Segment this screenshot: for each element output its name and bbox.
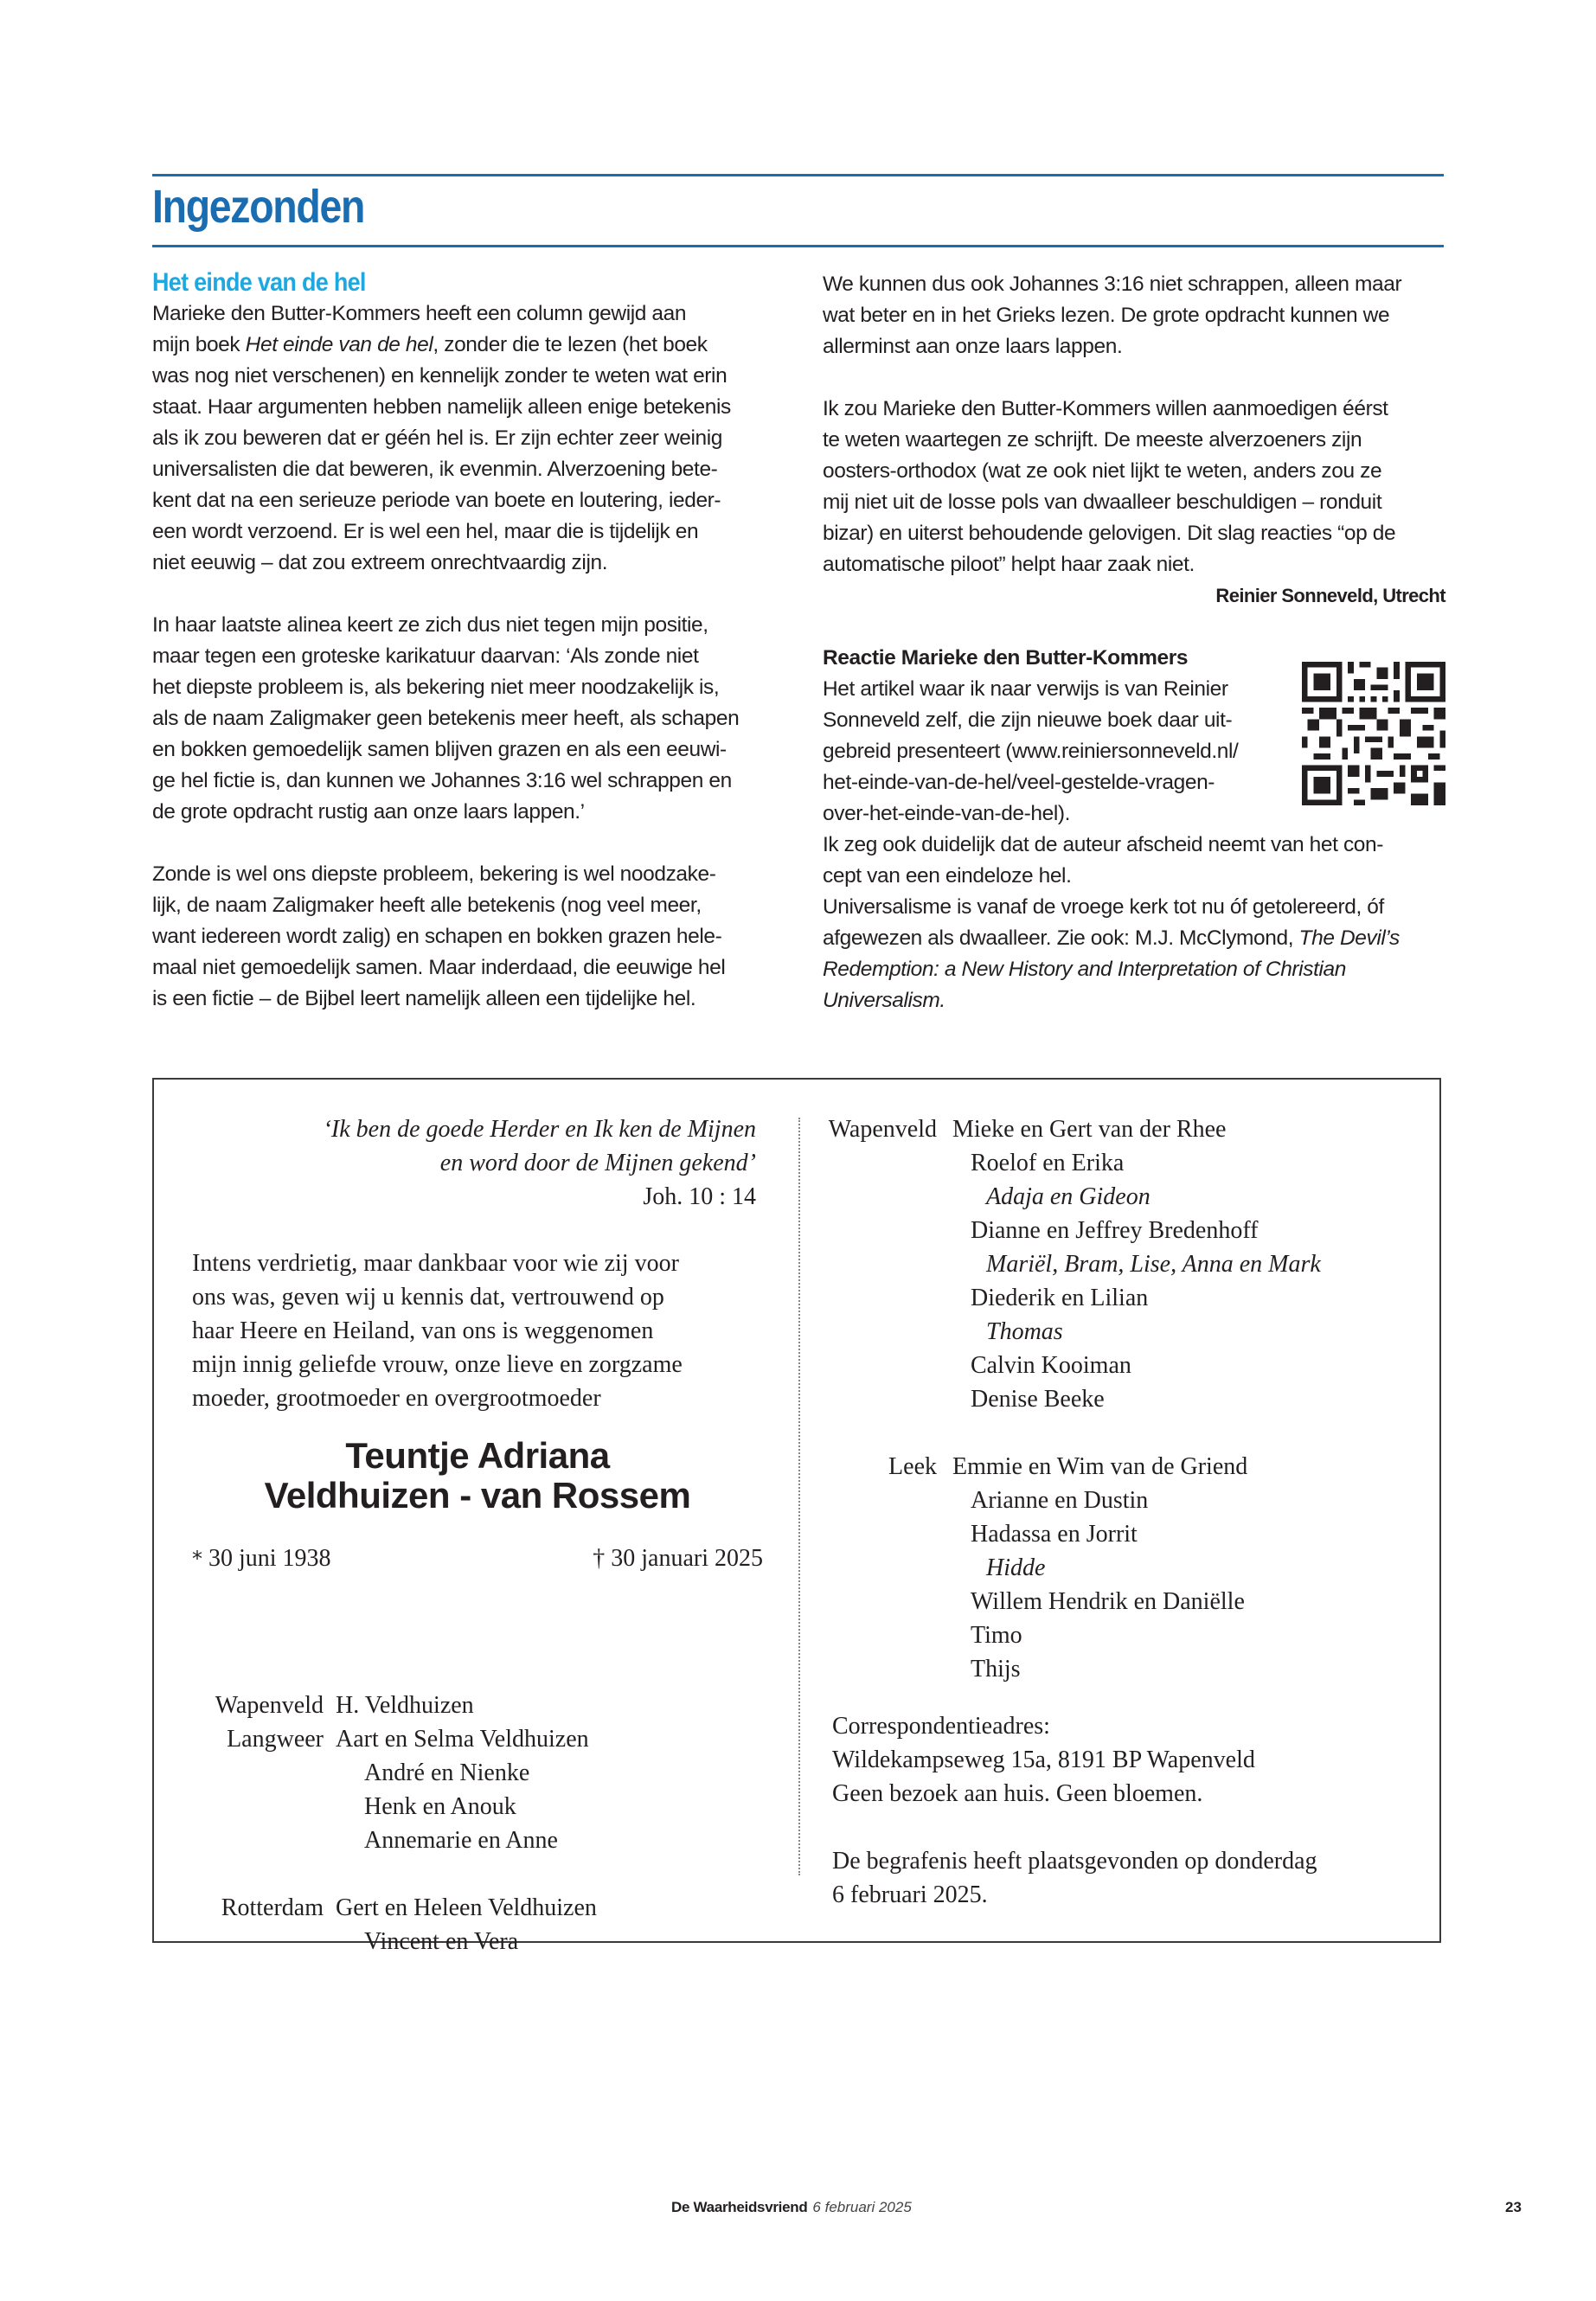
page-number: 23: [1505, 2199, 1522, 2215]
family-row: [807, 1247, 1439, 1281]
text-line: In haar laatste alinea keert ze zich dus niet tegen mijn positie,: [152, 613, 708, 637]
text-line: cept van een eindeloze hel.: [823, 864, 1072, 888]
text-line: Marieke den Butter-Kommers heeft een column gewijd aan: [152, 302, 687, 325]
dotted-divider: [798, 1118, 800, 1875]
text-line: het-einde-van-de-hel/veel-gestelde-vragen-: [823, 771, 1215, 794]
text-line: Sonneveld zelf, die zijn nieuwe boek daar uit-: [823, 708, 1233, 732]
article-left-column: [152, 267, 792, 1015]
text-line: [152, 330, 792, 361]
text-line: Universalisme is vanaf de vroege kerk tot nu óf getolereerd, óf: [823, 895, 1384, 919]
reply-title: Reactie Marieke den Butter-Kommers: [823, 646, 1189, 670]
qr-code-icon[interactable]: [1302, 662, 1445, 805]
bible-quote: [324, 1112, 756, 1214]
family-member: Mieke en Gert van der Rhee: [952, 1116, 1227, 1143]
text-line: een wordt verzoend. Er is wel een hel, maar die is tijdelijk en: [152, 520, 699, 543]
family-row: [154, 1925, 794, 1958]
family-member: Annemarie en Anne: [364, 1827, 558, 1854]
text-line: maal niet gemoedelijk samen. Maar inderdaad, die eeuwige hel: [152, 956, 726, 979]
text-line: oosters-orthodox (wat ze ook niet lijkt te weten, anders zou ze: [823, 459, 1382, 483]
obituary-contact: [832, 1709, 1403, 1912]
text-line: haar Heere en Heiland, van ons is weggenomen: [192, 1317, 654, 1344]
text-span: mijn boek: [152, 333, 246, 356]
family-row: [807, 1112, 1439, 1146]
article-paragraph-1: [152, 298, 792, 579]
family-member: Diederik en Lilian: [971, 1285, 1149, 1311]
family-member: Calvin Kooiman: [971, 1352, 1131, 1379]
family-row: [807, 1484, 1439, 1517]
family-member: Vincent en Vera: [364, 1928, 519, 1955]
header-rule-bottom: [152, 245, 1444, 247]
family-member: Timo: [971, 1622, 1022, 1649]
text-line: universalisten die dat beweren, ik evenmin. Alverzoening bete-: [152, 458, 718, 481]
book-title: Het einde van de hel: [245, 333, 433, 356]
obituary-notice: [152, 1078, 1441, 1955]
quote-line: en word door de Mijnen gekend’: [439, 1150, 756, 1176]
text-line: als ik zou beweren dat er géén hel is. Er zijn echter zeer weinig: [152, 426, 722, 450]
name-line: Veldhuizen - van Rossem: [264, 1475, 691, 1516]
obituary-intro: [192, 1247, 780, 1415]
family-member: Gert en Heleen Veldhuizen: [336, 1894, 597, 1921]
family-place: Leek: [888, 1453, 937, 1480]
family-row: [807, 1349, 1439, 1382]
family-member: Aart en Selma Veldhuizen: [336, 1726, 589, 1753]
family-row: [807, 1551, 1439, 1585]
family-member: Mariël, Bram, Lise, Anna en Mark: [986, 1251, 1321, 1278]
text-line: We kunnen dus ook Johannes 3:16 niet schrappen, alleen maar: [823, 272, 1402, 296]
family-member: Adaja en Gideon: [986, 1183, 1151, 1210]
family-member: André en Nienke: [364, 1759, 530, 1786]
text-line: gebreid presenteert (www.reiniersonneveld.nl/: [823, 740, 1239, 763]
family-row: [807, 1652, 1439, 1686]
family-place: Wapenveld: [215, 1692, 324, 1719]
text-line: te weten waartegen ze schrijft. De meeste alverzoeners zijn: [823, 428, 1362, 452]
family-row: [154, 1722, 794, 1756]
text-line: lijk, de naam Zaligmaker heeft alle betekenis (nog veel meer,: [152, 894, 702, 917]
publication-name: De Waarheidsvriend: [671, 2199, 808, 2215]
death-cross-icon: †: [593, 1545, 606, 1572]
article-right-column: [823, 269, 1445, 1016]
family-member: Thomas: [986, 1318, 1063, 1345]
deceased-name: [192, 1436, 763, 1516]
family-row: [807, 1315, 1439, 1349]
article-paragraph-4: [823, 269, 1445, 362]
publication-date: 6 februari 2025: [812, 2199, 912, 2215]
family-row: [154, 1891, 794, 1925]
article-signature: Reinier Sonneveld, Utrecht: [1215, 585, 1445, 606]
family-member: Thijs: [971, 1656, 1021, 1682]
text-line: wat beter en in het Grieks lezen. De grote opdracht kunnen we: [823, 304, 1390, 327]
text-line: Het artikel waar ik naar verwijs is van Reinier: [823, 677, 1228, 701]
family-row: [807, 1281, 1439, 1315]
death-date-text: 30 januari 2025: [611, 1545, 763, 1572]
text-line: mij niet uit de losse pols van dwaalleer beschuldigen – ronduit: [823, 490, 1382, 514]
text-line: Ik zeg ook duidelijk dat de auteur afscheid neemt van het con-: [823, 833, 1384, 856]
family-row: [154, 1857, 794, 1891]
text-line: mijn innig geliefde vrouw, onze lieve en zorgzame: [192, 1351, 683, 1378]
family-row: [807, 1517, 1439, 1551]
quote-line: ‘Ik ben de goede Herder en Ik ken de Mijnen: [323, 1116, 756, 1143]
text-line: moeder, grootmoeder en overgrootmoeder: [192, 1385, 601, 1412]
text-line: bizar) en uiterst behoudende gelovigen. Dit slag reacties “op de: [823, 522, 1396, 545]
family-member: Emmie en Wim van de Griend: [952, 1453, 1248, 1480]
family-member: H. Veldhuizen: [336, 1692, 474, 1719]
family-row: [807, 1416, 1439, 1450]
family-member: Henk en Anouk: [364, 1793, 516, 1820]
family-member: Willem Hendrik en Daniëlle: [971, 1588, 1245, 1615]
quote-reference: Joh. 10 : 14: [643, 1183, 756, 1210]
text-line: [823, 923, 1445, 954]
family-member: Hidde: [986, 1554, 1046, 1581]
birth-date: [192, 1541, 331, 1576]
article-subtitle: Het einde van de hel: [152, 268, 366, 297]
family-place: Langweer: [227, 1726, 324, 1753]
family-list-right: [807, 1112, 1439, 1686]
text-line: was nog niet verschenen) en kennelijk zonder te weten wat erin: [152, 364, 727, 388]
footer-publication: [671, 2199, 912, 2216]
family-place: Wapenveld: [828, 1116, 937, 1143]
book-title: Redemption: a New History and Interpretation of Christian: [823, 958, 1346, 981]
family-row: [154, 1756, 794, 1790]
birth-star-icon: *: [192, 1547, 202, 1571]
family-member: Roelof en Erika: [971, 1150, 1125, 1176]
family-member: Denise Beeke: [971, 1386, 1105, 1413]
contact-note: Geen bezoek aan huis. Geen bloemen.: [832, 1780, 1203, 1807]
contact-label: Correspondentieadres:: [832, 1713, 1050, 1740]
birth-date-text: 30 juni 1938: [208, 1545, 331, 1572]
family-row: [807, 1585, 1439, 1618]
text-line: automatische piloot” helpt haar zaak niet.: [823, 553, 1195, 576]
text-line: maar tegen een groteske karikatuur daarvan: ‘Als zonde niet: [152, 644, 699, 668]
article-paragraph-2: [152, 610, 792, 828]
text-line: ge hel fictie is, dan kunnen we Johannes 3:16 wel schrappen en: [152, 769, 732, 792]
funeral-note: De begrafenis heeft plaatsgevonden op donderdag: [832, 1848, 1317, 1875]
header-rule-top: [152, 174, 1444, 176]
text-line: het diepste probleem is, als bekering niet meer noodzakelijk is,: [152, 676, 720, 699]
book-title: The Devil’s: [1298, 926, 1400, 950]
family-place: Rotterdam: [221, 1894, 324, 1921]
family-member: Dianne en Jeffrey Bredenhoff: [971, 1217, 1259, 1244]
text-line: niet eeuwig – dat zou extreem onrechtvaardig zijn.: [152, 551, 608, 574]
family-row: [807, 1382, 1439, 1416]
text-line: Intens verdrietig, maar dankbaar voor wie zij voor: [192, 1250, 679, 1277]
family-row: [807, 1180, 1439, 1214]
text-line: ons was, geven wij u kennis dat, vertrouwend op: [192, 1284, 664, 1311]
family-member: Hadassa en Jorrit: [971, 1521, 1138, 1548]
text-line: de grote opdracht rustig aan onze laars lappen.’: [152, 800, 585, 824]
name-line: Teuntje Adriana: [345, 1435, 610, 1476]
family-row: [154, 1790, 794, 1823]
family-row: [807, 1450, 1439, 1484]
family-row: [807, 1214, 1439, 1247]
family-row: [807, 1618, 1439, 1652]
family-row: [154, 1689, 794, 1722]
article-paragraph-5: [823, 394, 1445, 580]
text-line: allerminst aan onze laars lappen.: [823, 335, 1123, 358]
text-span: , zonder die te lezen (het boek: [433, 333, 708, 356]
spacer: [823, 612, 1445, 643]
family-list-left: [154, 1689, 794, 1958]
text-line: kent dat na een serieuze periode van boete en loutering, ieder-: [152, 489, 721, 512]
text-line: want iedereen wordt zalig) en schapen en bokken grazen hele-: [152, 925, 722, 948]
text-line: en bokken gemoedelijk samen blijven grazen en als een eeuwi-: [152, 738, 727, 761]
text-line: Zonde is wel ons diepste probleem, bekering is wel noodzake-: [152, 862, 716, 886]
book-title: Universalism.: [823, 989, 945, 1012]
death-date: [593, 1541, 763, 1575]
section-title: Ingezonden: [152, 181, 365, 233]
funeral-note: 6 februari 2025.: [832, 1881, 988, 1908]
text-line: als de naam Zaligmaker geen betekenis meer heeft, als schapen: [152, 707, 740, 730]
family-row: [807, 1146, 1439, 1180]
family-row: [154, 1823, 794, 1857]
text-span: afgewezen als dwaalleer. Zie ook: M.J. McClymond,: [823, 926, 1299, 950]
text-line: staat. Haar argumenten hebben namelijk alleen enige betekenis: [152, 395, 731, 419]
text-line: is een fictie – de Bijbel leert namelijk alleen een tijdelijke hel.: [152, 987, 696, 1010]
text-line: over-het-einde-van-de-hel).: [823, 802, 1071, 825]
contact-address: Wildekampseweg 15a, 8191 BP Wapenveld: [832, 1747, 1255, 1773]
text-line: Ik zou Marieke den Butter-Kommers willen aanmoedigen éérst: [823, 397, 1388, 420]
article-paragraph-3: [152, 859, 792, 1015]
family-member: Arianne en Dustin: [971, 1487, 1149, 1514]
